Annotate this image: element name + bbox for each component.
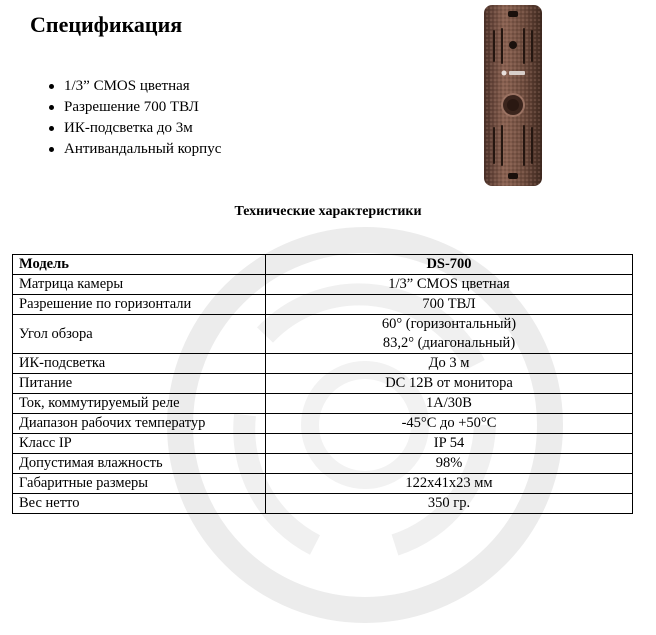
bullet-icon [49, 84, 54, 89]
spec-label: Допустимая влажность [13, 454, 266, 474]
list-item [30, 76, 221, 97]
specs-heading: Технические характеристики [234, 204, 422, 219]
list-item [30, 139, 221, 160]
spec-label: Вес нетто [13, 494, 266, 514]
spec-label: ИК-подсветка [13, 354, 266, 374]
header-label-cell: Модель [13, 255, 266, 275]
spec-label: Ток, коммутируемый реле [13, 394, 266, 414]
spec-value: 122x41x23 мм [266, 474, 633, 494]
spec-value: -45°С до +50°С [266, 414, 633, 434]
table-row [13, 315, 633, 354]
spec-value: 700 ТВЛ [266, 295, 633, 315]
spec-value [266, 315, 633, 354]
page-title: Спецификация [30, 12, 183, 37]
feature-text: Антивандальный корпус [64, 141, 222, 157]
table-row [13, 374, 633, 394]
table-row [13, 454, 633, 474]
spec-value: DC 12В от монитора [266, 374, 633, 394]
spec-value: 98% [266, 454, 633, 474]
spec-label: Габаритные размеры [13, 474, 266, 494]
spec-value-line: 60° (горизонтальный) [381, 316, 517, 332]
bullet-icon [49, 147, 54, 152]
spec-label: Матрица камеры [13, 275, 266, 295]
table-row [13, 414, 633, 434]
spec-label: Питание [13, 374, 266, 394]
spec-value: 1А/30В [266, 394, 633, 414]
table-row [13, 434, 633, 454]
table-row [13, 295, 633, 315]
list-item [30, 118, 221, 139]
feature-text: ИК-подсветка до 3м [64, 120, 193, 136]
spec-label: Класс IP [13, 434, 266, 454]
spec-label: Угол обзора [13, 315, 266, 354]
spec-value: IP 54 [266, 434, 633, 454]
table-row [13, 474, 633, 494]
feature-text: Разрешение 700 ТВЛ [64, 99, 199, 115]
spec-value: 1/3” CMOS цветная [266, 275, 633, 295]
spec-value: 350 гр. [266, 494, 633, 514]
spec-value: До 3 м [266, 354, 633, 374]
table-row [13, 394, 633, 414]
spec-label: Разрешение по горизонтали [13, 295, 266, 315]
table-row [13, 275, 633, 295]
spec-label: Диапазон рабочих температур [13, 414, 266, 434]
list-item [30, 97, 221, 118]
device-photo [482, 3, 544, 188]
table-row [13, 494, 633, 514]
spec-value-line: 83,2° (диагональный) [382, 335, 516, 351]
feature-text: 1/3” CMOS цветная [64, 78, 190, 94]
table-header-row [13, 255, 633, 275]
bullet-icon [49, 126, 54, 131]
bullet-icon [49, 105, 54, 110]
table-row [13, 354, 633, 374]
specs-table [12, 254, 633, 514]
header-value-cell: DS-700 [266, 255, 633, 275]
feature-list [30, 76, 221, 160]
